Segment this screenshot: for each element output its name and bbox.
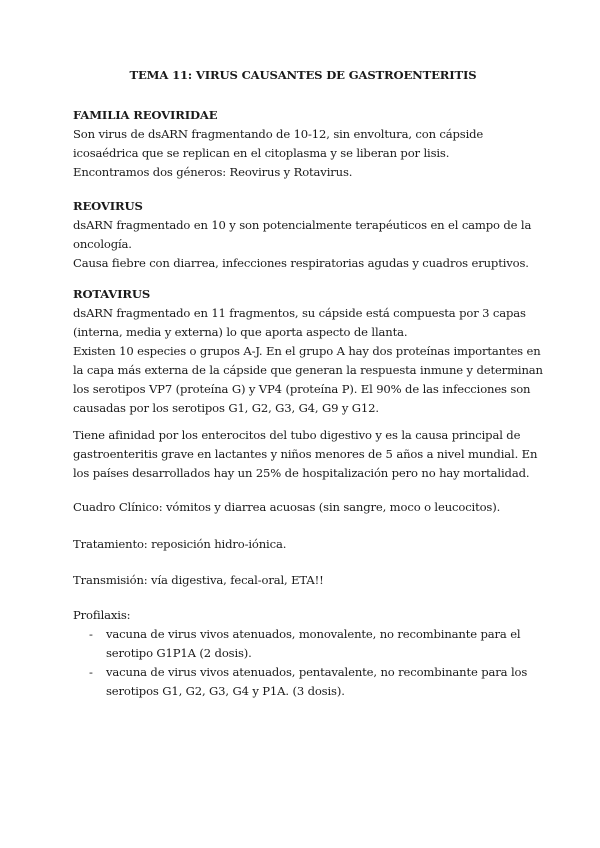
paragraph-line: los serotipos VP7 (proteína G) y VP4 (proteína P). El 90% de las infecciones son (73, 382, 531, 396)
list-item-line: vacuna de virus vivos atenuados, pentavalente, no recombinante para los (106, 665, 528, 679)
document-title: TEMA 11: VIRUS CAUSANTES DE GASTROENTERITIS (129, 68, 477, 82)
paragraph-line: la capa más externa de la cápside que generan la respuesta inmune y determinan (73, 363, 543, 377)
paragraph-line: Son virus de dsARN fragmentando de 10-12, sin envoltura, con cápside (73, 127, 484, 141)
section-reoviridae (73, 106, 533, 182)
paragraph-afinidad (73, 426, 538, 483)
paragraph-transmision: Transmisión: vía digestiva, fecal-oral, ETA!! (73, 573, 324, 587)
list-item (73, 625, 533, 663)
paragraph-line: oncología. (73, 237, 132, 251)
list-item-line: serotipo G1P1A (2 dosis). (106, 646, 252, 660)
section-profilaxis (73, 606, 533, 701)
paragraph-line: icosaédrica que se replican en el citoplasma y se liberan por lisis. (73, 146, 450, 160)
section-heading-profilaxis: Profilaxis: (73, 608, 131, 622)
paragraph-line: gastroenteritis grave en lactantes y niños menores de 5 años a nivel mundial. En (73, 447, 538, 461)
list-item-line: serotipos G1, G2, G3, G4 y P1A. (3 dosis). (106, 684, 345, 698)
section-heading-reoviridae: FAMILIA REOVIRIDAE (73, 108, 218, 122)
list-item-line: vacuna de virus vivos atenuados, monovalente, no recombinante para el (106, 627, 521, 641)
paragraph-line: (interna, media y externa) lo que aporta aspecto de llanta. (73, 325, 408, 339)
section-heading-rotavirus: ROTAVIRUS (73, 287, 151, 301)
section-heading-reovirus: REOVIRUS (73, 199, 143, 213)
section-rotavirus (73, 285, 543, 418)
section-reovirus (73, 197, 533, 273)
paragraph-line: dsARN fragmentado en 11 fragmentos, su cápside está compuesta por 3 capas (73, 306, 526, 320)
paragraph-line: Causa fiebre con diarrea, infecciones respiratorias agudas y cuadros eruptivos. (73, 256, 529, 270)
profilaxis-list (73, 625, 533, 701)
paragraph-line: Tiene afinidad por los enterocitos del tubo digestivo y es la causa principal de (73, 428, 521, 442)
list-item (73, 663, 533, 701)
paragraph-line: Existen 10 especies o grupos A-J. En el grupo A hay dos proteínas importantes en (73, 344, 541, 358)
paragraph-line: dsARN fragmentado en 10 y son potencialmente terapéuticos en el campo de la (73, 218, 532, 232)
paragraph-line: Encontramos dos géneros: Reovirus y Rotavirus. (73, 165, 353, 179)
paragraph-tratamiento: Tratamiento: reposición hidro-iónica. (73, 537, 287, 551)
list-bullet: - (89, 627, 93, 641)
list-bullet: - (89, 665, 93, 679)
paragraph-line: causadas por los serotipos G1, G2, G3, G4, G9 y G12. (73, 401, 379, 415)
paragraph-cuadro-clinico: Cuadro Clínico: vómitos y diarrea acuosas (sin sangre, moco o leucocitos). (73, 500, 501, 514)
paragraph-line: los países desarrollados hay un 25% de hospitalización pero no hay mortalidad. (73, 466, 530, 480)
